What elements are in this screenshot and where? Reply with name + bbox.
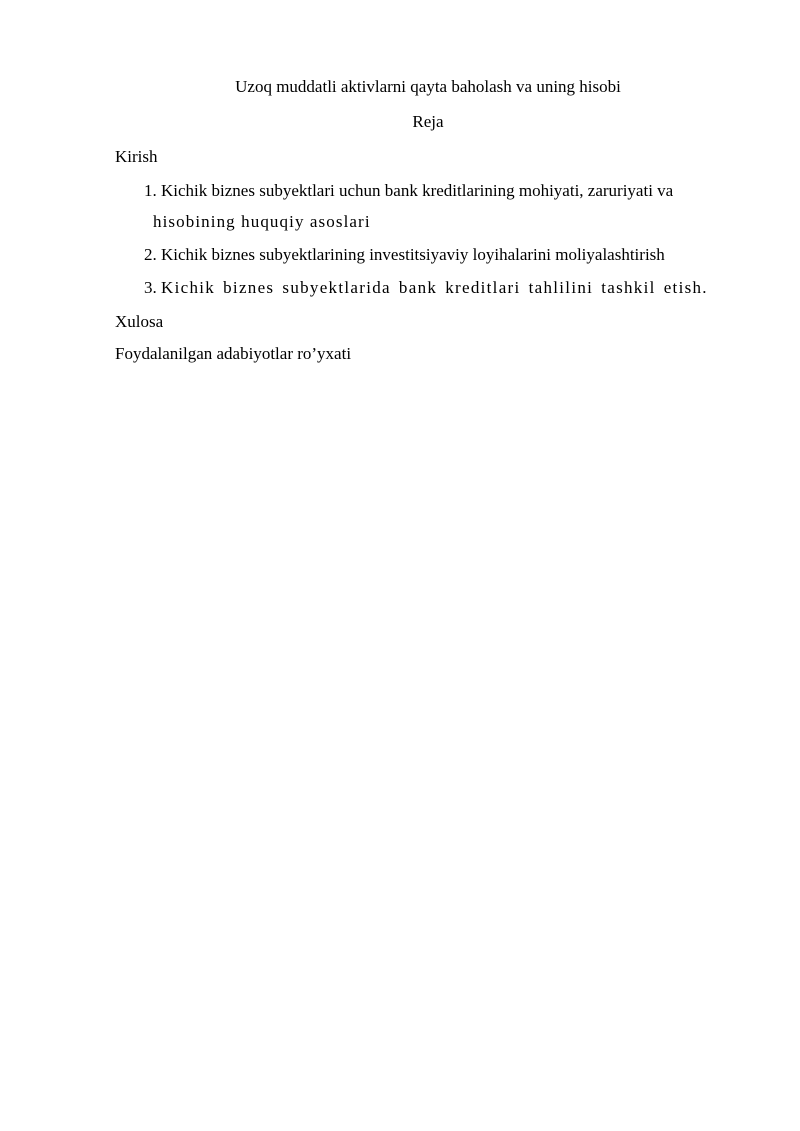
plan-item-3 (144, 277, 708, 299)
plan-item-1-number: 1. (144, 181, 157, 200)
document-title: Uzoq muddatli aktivlarni qayta baholash va uning hisobi (235, 77, 621, 96)
plan-item-1-text: Kichik biznes subyektlari uchun bank kreditlarining mohiyati, zaruriyati va (161, 181, 674, 200)
conclusion-heading: Xulosa (115, 312, 164, 331)
plan-item-3-text: Kichik biznes subyektlarida bank kreditlari tahlilini tashkil etish. (161, 278, 708, 297)
plan-item-2 (144, 244, 665, 266)
plan-item-2-number: 2. (144, 245, 157, 264)
plan-item-1-continuation: hisobining huquqiy asoslari (153, 212, 371, 231)
plan-item-2-text: Kichik biznes subyektlarining investitsiyaviy loyihalarini moliyalashtirish (161, 245, 665, 264)
plan-heading: Reja (412, 112, 444, 131)
intro-heading: Kirish (115, 147, 158, 166)
plan-item-1 (144, 180, 673, 202)
references-heading: Foydalanilgan adabiyotlar ro’yxati (115, 344, 352, 363)
plan-item-3-number: 3. (144, 278, 157, 297)
